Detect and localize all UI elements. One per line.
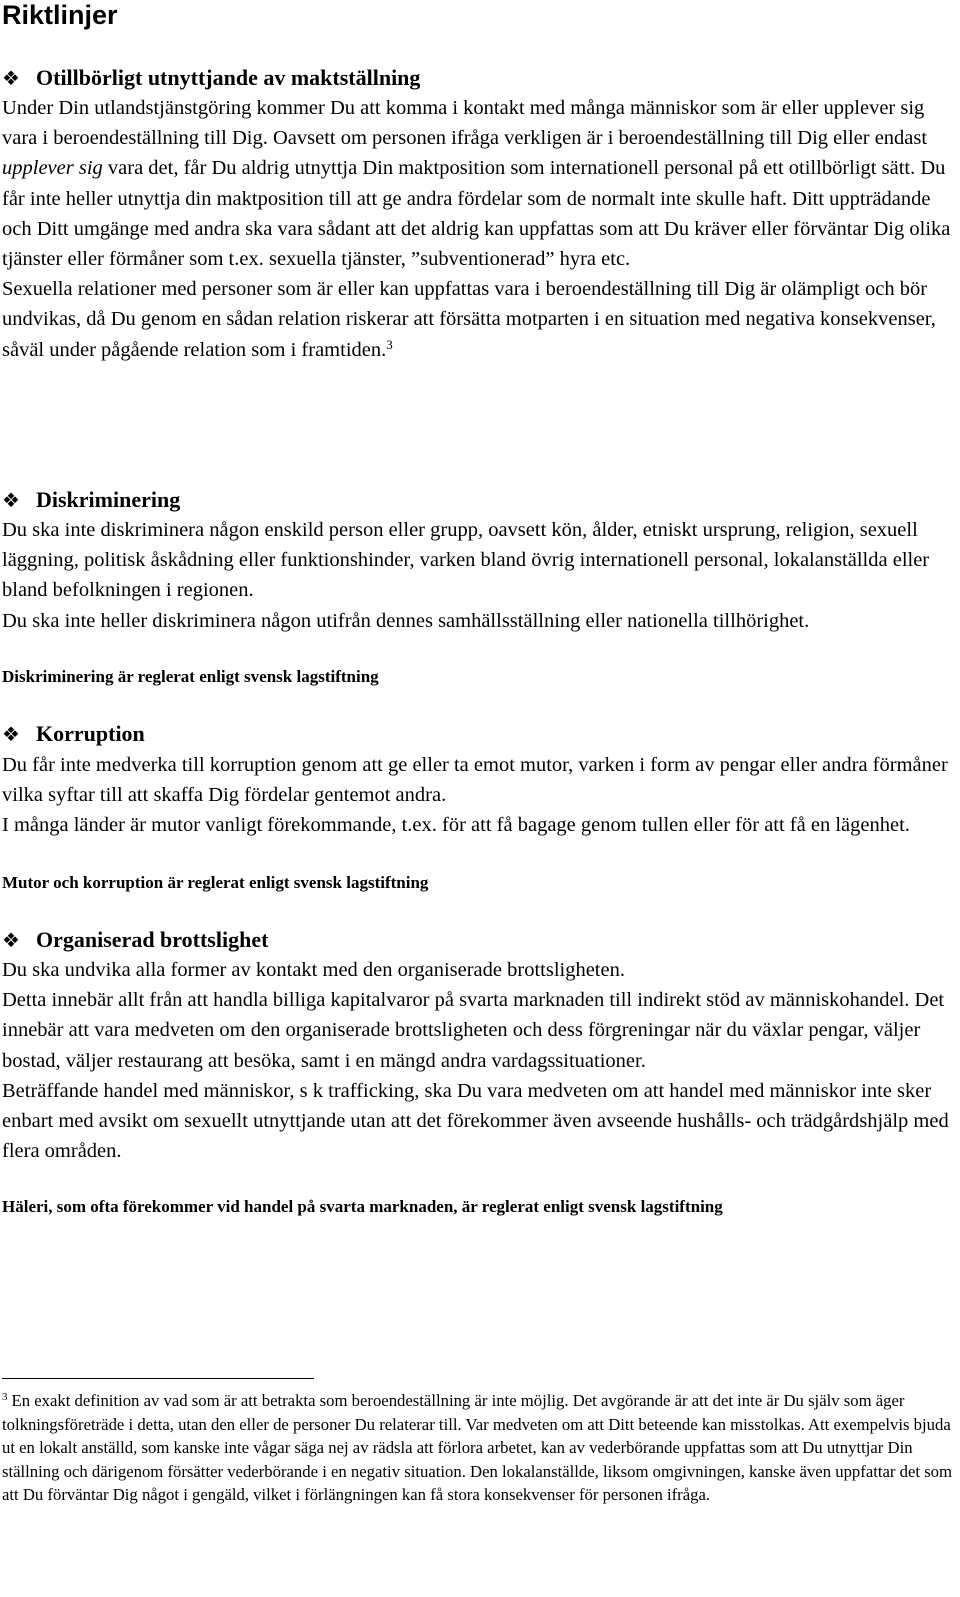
section-body-brottslighet	[2, 955, 952, 1166]
diamond-bullet-icon: ❖	[2, 722, 20, 746]
section-body-diskriminering	[2, 515, 952, 636]
page-title: Riktlinjer	[2, 0, 118, 30]
paragraph: Du ska inte diskriminera någon enskild person eller grupp, oavsett kön, ålder, etniskt ursprung, religion, sexuell läggning, politisk åskådning eller funktionshinder, varken bland övrig internationell personal, lokalanställda eller bland befolkningen i regionen.	[2, 519, 930, 602]
emphasis-text: upplever sig	[2, 157, 103, 180]
paragraph: Du ska undvika alla former av kontakt med den organiserade brottsligheten.	[2, 959, 625, 981]
section-heading-text: Diskriminering	[36, 487, 181, 512]
paragraph: Du får inte medverka till korruption genom att ge eller ta emot mutor, varken i form av pengar eller andra förmåner vilka syftar till att skaffa Dig fördelar gentemot andra.	[2, 754, 948, 807]
diamond-bullet-icon: ❖	[2, 488, 20, 512]
section-heading-text: Korruption	[36, 721, 145, 746]
section-heading-brottslighet	[2, 926, 268, 954]
section-heading-maktstallning	[2, 64, 420, 92]
section-body-korruption	[2, 750, 952, 841]
paragraph	[2, 93, 952, 274]
diamond-bullet-icon: ❖	[2, 928, 20, 952]
footnote-number: 3	[2, 1391, 8, 1403]
legal-note-korruption: Mutor och korruption är reglerat enligt svensk lagstiftning	[2, 873, 429, 892]
section-body-maktstallning	[2, 93, 952, 365]
paragraph: Detta innebär allt från att handla billiga kapitalvaror på svarta marknaden till indirekt stöd av människohandel. Det innebär att vara medveten om den organiserade brottsligheten och dess förgreningar när du växlar pengar, väljer bostad, väljer restaurang att besöka, samt i en mängd andra vardagssituationer.	[2, 989, 945, 1072]
section-heading-text: Otillbörligt utnyttjande av maktställning	[36, 65, 421, 90]
section-heading-text: Organiserad brottslighet	[36, 927, 269, 952]
paragraph: Beträffande handel med människor, s k trafficking, ska Du vara medveten om att handel med människor inte sker enbart med avsikt om sexuellt utnyttjande utan att det förekommer även avseende hushålls- och trädgårdshjälp med flera områden.	[2, 1079, 949, 1163]
paragraph-text: Under Din utlandstjänstgöring kommer Du att komma i kontakt med många människor som är eller upplever sig vara i beroendeställning till Dig. Oavsett om personen ifråga verkligen är i beroendeställning till Dig eller endast	[2, 97, 928, 150]
footnote-text: En exakt definition av vad som är att betrakta som beroendeställning är inte möjlig. Det avgörande är att det inte är Du själv som äger tolkningsföreträde i detta, utan den eller de personer Du relaterar till. Var medveten om att Ditt beteende kan misstolkas. Att exempelvis bjuda ut en lokalt anställd, som kanske inte vågar säga nej av rädsla att förlora arbetet, kan av vederbörande uppfattas som att Du utnyttjar Din ställning och därigenom försätter vederbörande i en negativ situation. Den lokalanställde, liksom omgivningen, kanske även uppfattar det som att Du förväntar Dig något i gengäld, vilket i förlängningen kan få stora konsekvenser för personen ifråga.	[2, 1391, 953, 1504]
legal-note-diskriminering: Diskriminering är reglerat enligt svensk lagstiftning	[2, 667, 379, 686]
section-heading-korruption	[2, 720, 145, 748]
footnote-divider	[2, 1378, 314, 1379]
section-heading-diskriminering	[2, 486, 180, 514]
paragraph	[2, 274, 952, 365]
paragraph-text: vara det, får Du aldrig utnyttja Din maktposition som internationell personal på ett otillbörligt sätt. Du får inte heller utnyttja din maktposition till att ge andra fördelar som de normalt inte skulle haft. Ditt uppträdande och Ditt umgänge med andra ska vara sådant att det aldrig kan uppfattas som att Du kräver eller förväntar Dig olika tjänster eller förmåner som t.ex. sexuella tjänster, ”subventionerad” hyra etc.	[2, 157, 951, 271]
paragraph: Du ska inte heller diskriminera någon utifrån dennes samhällsställning eller nationella tillhörighet.	[2, 609, 810, 632]
diamond-bullet-icon: ❖	[2, 66, 20, 90]
footnote	[2, 1389, 952, 1507]
footnote-reference[interactable]: 3	[386, 336, 393, 352]
legal-note-brottslighet: Häleri, som ofta förekommer vid handel på svarta marknaden, är reglerat enligt svensk lagstiftning	[2, 1197, 723, 1216]
paragraph: I många länder är mutor vanligt förekommande, t.ex. för att få bagage genom tullen eller för att få en lägenhet.	[2, 814, 910, 837]
paragraph-text: Sexuella relationer med personer som är eller kan uppfattas vara i beroendeställning till Dig är olämpligt och bör undvikas, då Du genom en sådan relation riskerar att försätta motparten i en situation med negativa konsekvenser, såväl under pågående relation som i framtiden.	[2, 278, 936, 361]
